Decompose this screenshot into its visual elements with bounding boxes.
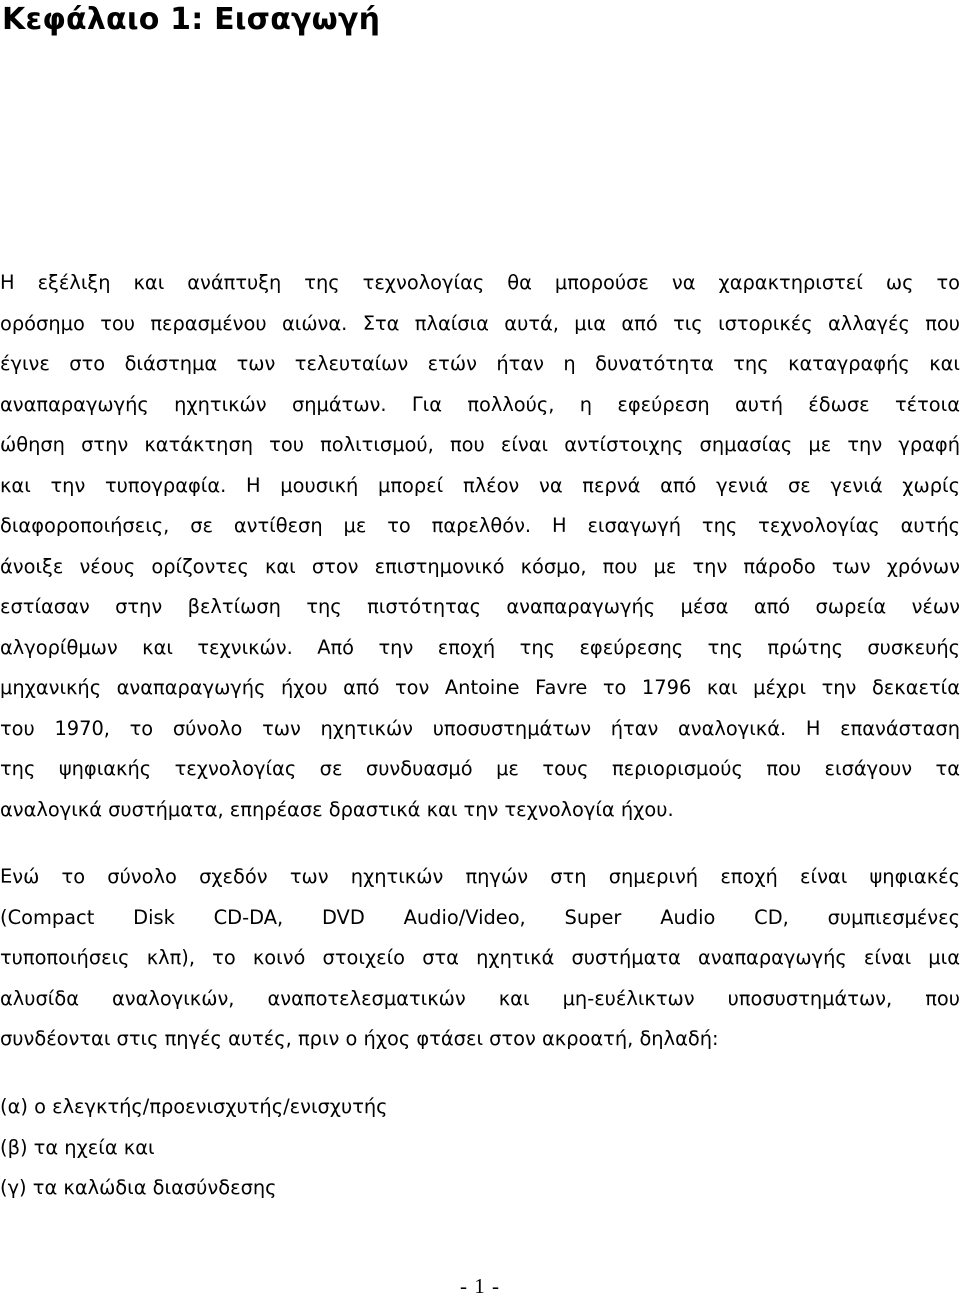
- paragraph-line: αλυσίδα αναλογικών, αναποτελεσματικών και μη-ευέλικτων υποσυστημάτων, που: [0, 986, 960, 1010]
- paragraph-line: του 1970, το σύνολο των ηχητικών υποσυστημάτων ήταν αναλογικά. Η επανάσταση: [0, 716, 960, 740]
- paragraph-line: ορόσημο του περασμένου αιώνα. Στα πλαίσια αυτά, μια από τις ιστορικές αλλαγές που: [0, 311, 960, 335]
- list-item: (β) τα ηχεία και: [0, 1135, 155, 1159]
- paragraph-line-last: αναλογικά συστήματα, επηρέασε δραστικά και την τεχνολογία ήχου.: [0, 797, 674, 821]
- component-list: [0, 1087, 388, 1209]
- paragraph-line: Ενώ το σύνολο σχεδόν των ηχητικών πηγών στη σημερινή εποχή είναι ψηφιακές: [0, 865, 960, 888]
- paragraph-line: τυποποιήσεις κλπ), το κοινό στοιχείο στα ηχητικά συστήματα αναπαραγωγής είναι μια: [0, 946, 960, 969]
- paragraph-introduction: [0, 263, 960, 830]
- paragraph-line: εστίασαν στην βελτίωση της πιστότητας αναπαραγωγής μέσα από σωρεία νέων: [0, 595, 960, 618]
- paragraph-line: αναπαραγωγής ηχητικών σημάτων. Για πολλούς, η εφεύρεση αυτή έδωσε τέτοια: [0, 392, 960, 416]
- chapter-title: Κεφάλαιο 1: Εισαγωγή: [2, 2, 381, 37]
- paragraph-line: αλγορίθμων και τεχνικών. Από την εποχή της εφεύρεσης της πρώτης συσκευής: [0, 635, 960, 659]
- paragraph-line: διαφοροποιήσεις, σε αντίθεση με το παρελθόν. Η εισαγωγή της τεχνολογίας αυτής: [0, 514, 960, 537]
- paragraph-sources: [0, 857, 960, 1060]
- paragraph-line: έγινε στο διάστημα των τελευταίων ετών ήταν η δυνατότητα της καταγραφής και: [0, 352, 960, 375]
- paragraph-line: άνοιξε νέους ορίζοντες και στον επιστημονικό κόσμο, που με την πάροδο των χρόνων: [0, 554, 960, 578]
- page-number: - 1 -: [460, 1274, 500, 1298]
- paragraph-line: της ψηφιακής τεχνολογίας σε συνδυασμό με τους περιορισμούς που εισάγουν τα: [0, 757, 960, 780]
- paragraph-line-last: συνδέονται στις πηγές αυτές, πριν ο ήχος φτάσει στον ακροατή, δηλαδή:: [0, 1027, 719, 1050]
- paragraph-line: Η εξέλιξη και ανάπτυξη της τεχνολογίας θα μπορούσε να χαρακτηριστεί ως το: [0, 271, 960, 294]
- paragraph-line: μηχανικής αναπαραγωγής ήχου από τον Antoine Favre το 1796 και μέχρι την δεκαετία: [0, 676, 960, 699]
- paragraph-line: ώθηση στην κατάκτηση του πολιτισμού, που είναι αντίστοιχης σημασίας με την γραφή: [0, 433, 960, 456]
- list-item: (γ) τα καλώδια διασύνδεσης: [0, 1176, 277, 1199]
- list-item: (α) ο ελεγκτής/προενισχυτής/ενισχυτής: [0, 1095, 388, 1118]
- paragraph-line: (Compact Disk CD-DA, DVD Audio/Video, Super Audio CD, συμπιεσμένες: [0, 905, 960, 929]
- paragraph-line: και την τυπογραφία. Η μουσική μπορεί πλέον να περνά από γενιά σε γενιά χωρίς: [0, 473, 960, 497]
